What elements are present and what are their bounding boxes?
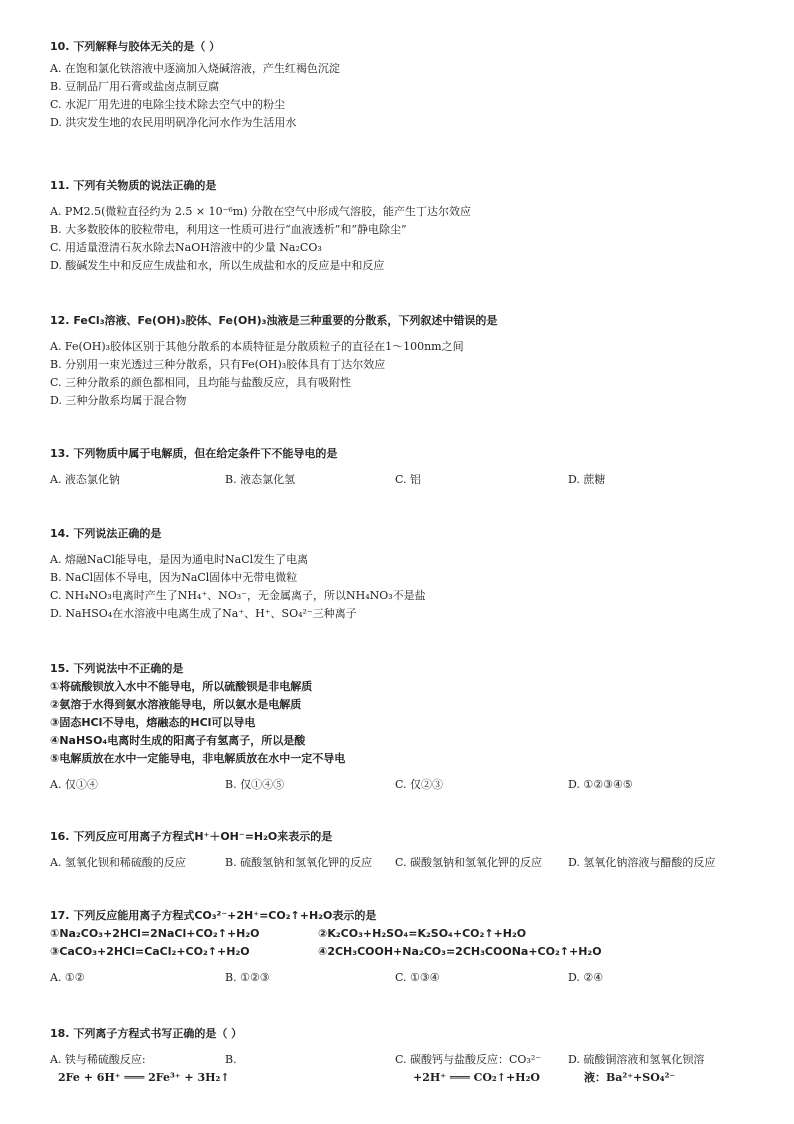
option-c-equation: +2H⁺ ═══ CO₂↑+H₂O bbox=[413, 1071, 540, 1084]
option-c: C. 碳酸氢钠和氢氧化钾的反应 bbox=[395, 856, 543, 869]
statement-1: ①Na₂CO₃+2HCl=2NaCl+CO₂↑+H₂O bbox=[50, 927, 260, 940]
question-18 bbox=[50, 1025, 750, 1095]
option-a: A. ①② bbox=[50, 971, 85, 984]
option-b: B. 大多数胶体的胶粒带电，利用这一性质可进行“血液透析”和“静电除尘” bbox=[50, 223, 407, 236]
option-b: B. 分别用一束光透过三种分散系，只有Fe(OH)₃胶体具有丁达尔效应 bbox=[50, 358, 386, 371]
option-a: A. Fe(OH)₃胶体区别于其他分散系的本质特征是分散质粒子的直径在1～100nm之间 bbox=[50, 340, 464, 353]
statement-2: ②K₂CO₃+H₂SO₄=K₂SO₄+CO₂↑+H₂O bbox=[318, 927, 527, 940]
statement-4: ④NaHSO₄电离时生成的阳离子有氢离子，所以是酸 bbox=[50, 734, 306, 747]
option-d: D. 三种分散系均属于混合物 bbox=[50, 394, 187, 407]
question-15 bbox=[50, 660, 750, 794]
option-b: B. NaCl固体不导电，因为NaCl固体中无带电微粒 bbox=[50, 571, 298, 584]
option-a: A. 在饱和氯化铁溶液中逐滴加入烧碱溶液，产生红褐色沉淀 bbox=[50, 62, 340, 75]
statement-5: ⑤电解质放在水中一定能导电，非电解质放在水中一定不导电 bbox=[50, 752, 346, 765]
option-d: D. 氢氧化钠溶液与醋酸的反应 bbox=[568, 856, 716, 869]
option-a: A. 熔融NaCl能导电，是因为通电时NaCl发生了电离 bbox=[50, 553, 309, 566]
question-title: 17. 下列反应能用离子方程式CO₃²⁻+2H⁺=CO₂↑+H₂O表示的是 bbox=[50, 909, 377, 922]
option-d: D. 蔗糖 bbox=[568, 473, 606, 486]
statement-1: ①将硫酸钡放入水中不能导电，所以硫酸钡是非电解质 bbox=[50, 680, 313, 693]
statement-4: ④2CH₃COOH+Na₂CO₃=2CH₃COONa+CO₂↑+H₂O bbox=[318, 945, 602, 958]
question-14 bbox=[50, 525, 750, 623]
question-title: 13. 下列物质中属于电解质，但在给定条件下不能导电的是 bbox=[50, 447, 338, 460]
option-b-label: B. bbox=[225, 1053, 237, 1066]
option-c: C. NH₄NO₃电离时产生了NH₄⁺、NO₃⁻，无金属离子，所以NH₄NO₃不是盐 bbox=[50, 589, 426, 602]
option-a: A. 仅①④ bbox=[50, 778, 98, 791]
option-d-equation: 液：Ba²⁺+SO₄²⁻ bbox=[584, 1071, 676, 1084]
option-d-label: D. 硫酸铜溶液和氢氧化钡溶 bbox=[568, 1053, 705, 1066]
statement-row bbox=[50, 925, 750, 943]
option-c: C. 三种分散系的颜色都相同，且均能与盐酸反应，具有吸附性 bbox=[50, 376, 352, 389]
option-b: B. 硫酸氢钠和氢氧化钾的反应 bbox=[225, 856, 373, 869]
option-b: B. ①②③ bbox=[225, 971, 270, 984]
option-d: D. 洪灾发生地的农民用明矾净化河水作为生活用水 bbox=[50, 116, 297, 129]
statement-2: ②氨溶于水得到氨水溶液能导电，所以氨水是电解质 bbox=[50, 698, 302, 711]
question-11 bbox=[50, 177, 750, 275]
option-c: C. ①③④ bbox=[395, 971, 440, 984]
options-row bbox=[50, 471, 750, 489]
option-d: D. NaHSO₄在水溶液中电离生成了Na⁺、H⁺、SO₄²⁻三种离子 bbox=[50, 607, 357, 620]
option-b: B. 液态氯化氢 bbox=[225, 473, 296, 486]
question-17 bbox=[50, 907, 750, 987]
option-a-label: A. 铁与稀硫酸反应: bbox=[50, 1053, 146, 1066]
option-c: C. 铝 bbox=[395, 473, 422, 486]
option-a-equation: 2Fe + 6H⁺ ═══ 2Fe³⁺ + 3H₂↑ bbox=[58, 1071, 230, 1084]
option-b: B. 豆制品厂用石膏或盐卤点制豆腐 bbox=[50, 80, 220, 93]
question-title: 14. 下列说法正确的是 bbox=[50, 527, 162, 540]
options-row bbox=[50, 969, 750, 987]
statement-row bbox=[50, 943, 750, 961]
option-c: C. 仅②③ bbox=[395, 778, 444, 791]
question-16 bbox=[50, 828, 750, 872]
option-c: C. 水泥厂用先进的电除尘技术除去空气中的粉尘 bbox=[50, 98, 286, 111]
question-title: 18. 下列离子方程式书写正确的是（ ） bbox=[50, 1027, 243, 1040]
option-d: D. ①②③④⑤ bbox=[568, 778, 633, 791]
question-title: 15. 下列说法中不正确的是 bbox=[50, 662, 184, 675]
options-row bbox=[50, 854, 750, 872]
option-a: A. PM2.5(微粒直径约为 2.5 × 10⁻⁶m) 分散在空气中形成气溶胶，能产生丁达尔效应 bbox=[50, 205, 472, 218]
option-a: A. 液态氯化钠 bbox=[50, 473, 120, 486]
question-title: 12. FeCl₃溶液、Fe(OH)₃胶体、Fe(OH)₃浊液是三种重要的分散系，下列叙述中错误的是 bbox=[50, 314, 498, 327]
statement-3: ③固态HCl不导电，熔融态的HCl可以导电 bbox=[50, 716, 256, 729]
option-c-label: C. 碳酸钙与盐酸反应：CO₃²⁻ bbox=[395, 1053, 542, 1066]
option-b: B. 仅①④⑤ bbox=[225, 778, 285, 791]
statement-3: ③CaCO₃+2HCl=CaCl₂+CO₂↑+H₂O bbox=[50, 945, 250, 958]
question-title: 11. 下列有关物质的说法正确的是 bbox=[50, 179, 217, 192]
option-a: A. 氢氧化钡和稀硫酸的反应 bbox=[50, 856, 186, 869]
options-row bbox=[50, 776, 750, 794]
question-title: 16. 下列反应可用离子方程式H⁺＋OH⁻=H₂O来表示的是 bbox=[50, 830, 333, 843]
option-d: D. 酸碱发生中和反应生成盐和水，所以生成盐和水的反应是中和反应 bbox=[50, 259, 385, 272]
option-c: C. 用适量澄清石灰水除去NaOH溶液中的少量 Na₂CO₃ bbox=[50, 241, 322, 254]
option-d: D. ②④ bbox=[568, 971, 604, 984]
question-10 bbox=[50, 38, 750, 132]
question-13 bbox=[50, 445, 750, 489]
question-12 bbox=[50, 312, 750, 410]
question-title: 10. 下列解释与胶体无关的是（ ） bbox=[50, 40, 221, 53]
